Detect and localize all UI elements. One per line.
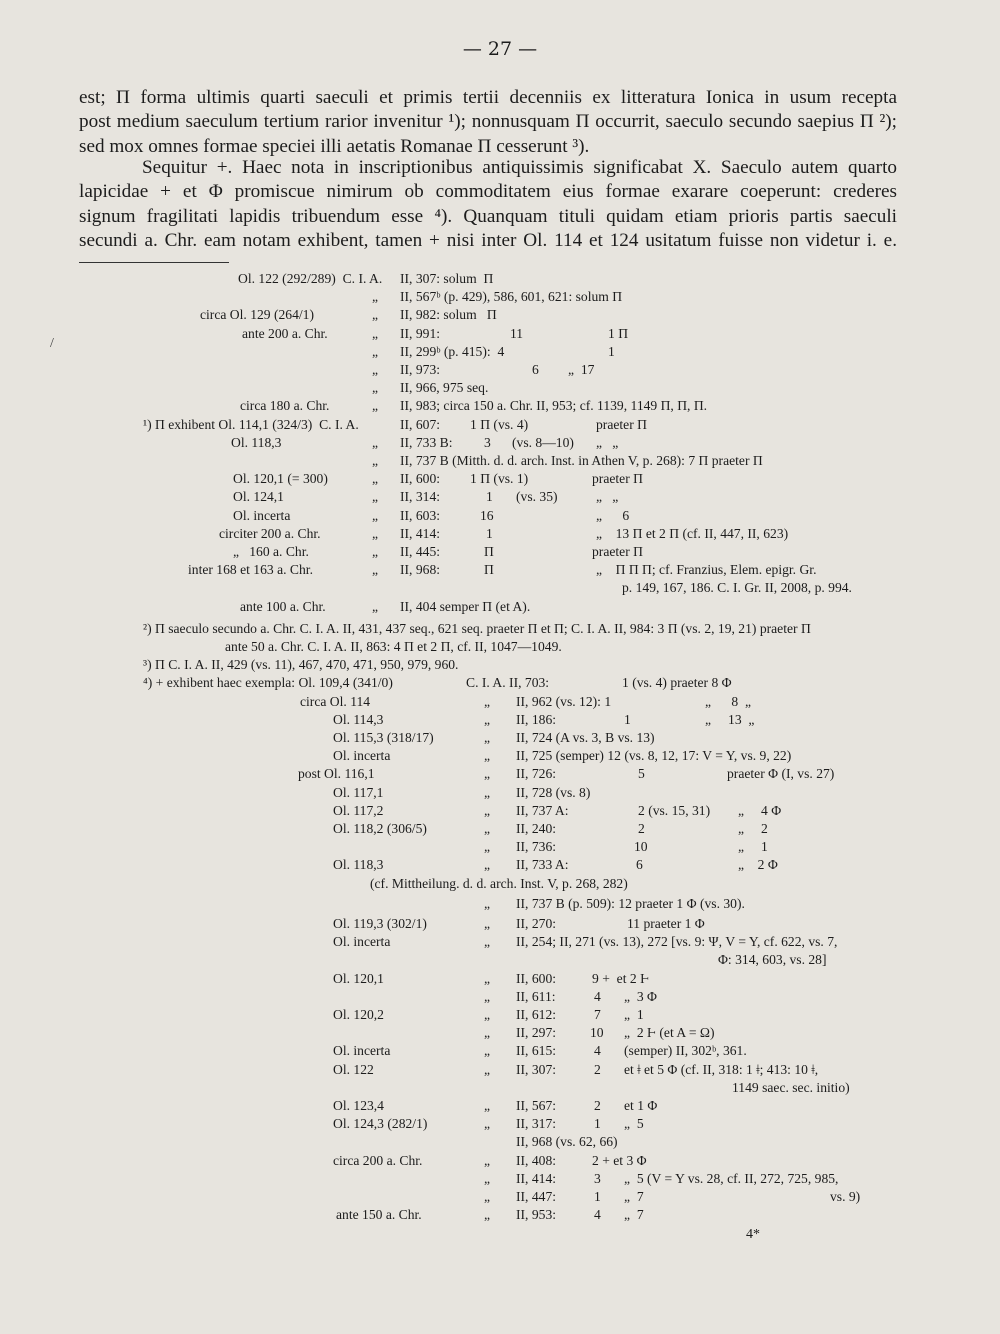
footnote-reference: „ 17 [568,362,595,377]
footnote-date: Ol. 120,1 (= 300) [233,471,328,487]
footnote-reference: II, 725 (semper) 12 (vs. 8, 12, 17: V = Y, vs. 9, 22) [516,748,792,764]
footnote-reference: II, 726: [516,766,557,782]
ditto-mark: „ [484,1170,491,1186]
footnote-reference: (semper) II, 302ᵇ, 361. [624,1043,747,1059]
footnote-reference: (vs. 8—10) [512,434,574,450]
footnote-reference: „ „ [596,489,619,505]
footnote-reference: „ 7 [624,1189,644,1204]
footnote-date: circa Ol. 114 [300,693,371,709]
footnote-reference: 2 [594,1061,601,1077]
footnote-reference: „ 2 Φ [738,857,778,873]
footnote-reference: II, 737 B (Mitth. d. d. arch. Inst. in Athen V, p. 268): 7 Π praeter Π [400,453,763,468]
ditto-mark: „ [484,711,491,727]
footnote-reference: 5 [638,766,645,782]
footnote-reference: 3 [484,434,491,450]
footnote-date: post Ol. 116,1 [298,766,375,782]
footnote-row [0,1188,1000,1206]
footnote-date: ante 50 a. Chr. C. I. A. II, 863: 4 Π et 2 Π, cf. II, 1047—1049. [225,639,562,654]
footnote-date: circiter 200 a. Chr. [219,525,321,541]
footnote-date: Ol. incerta [333,1043,391,1059]
footnote-row [0,598,1000,616]
paragraph-line: post medium saeculum tertium rarior invenitur ¹); nonnusquam Π occurrit, saeculo secundo saepius Π ²); [79,111,897,133]
footnote-date: ¹) Π exhibent Ol. 114,1 (324/3) C. I. A. [143,416,359,432]
ditto-mark: „ [372,325,379,341]
footnote-reference: „ 1 [738,839,768,855]
footnote-reference: 1 Π (vs. 4) [470,416,529,432]
ditto-mark: „ [484,802,491,818]
footnote-date: Ol. 122 [333,1061,374,1077]
footnote-reference: II, 240: [516,821,557,836]
ditto-mark: „ [372,307,379,323]
footnote-reference: 11 [510,325,524,341]
footnote-reference: 4 [594,1207,601,1223]
footnote-reference: II, 445: [400,544,441,559]
footnote-row [0,397,1000,415]
footnote-date: Ol. 120,1 [333,970,384,986]
footnote-reference: 4 [594,1043,601,1059]
footnote-row [0,1152,1000,1170]
footnote-reference: (vs. 35) [516,489,558,505]
footnote-reference: II, 317: [516,1116,557,1132]
footnote-reference: II, 270: [516,916,557,931]
footnote-reference: II, 567ᵇ (p. 429), 586, 601, 621: solum Π [400,289,623,305]
footnote-row [0,416,1000,434]
footnote-date: Ol. 117,2 [333,802,384,818]
footnote-reference: 1 [486,489,493,505]
ditto-mark: „ [372,598,379,614]
footnote-reference: praeter Φ (I, vs. 27) [727,766,835,782]
footnote-divider [79,262,229,263]
footnote-reference: II, 607: [400,416,441,432]
footnote-row [0,1170,1000,1188]
footnote-reference: Φ: 314, 603, vs. 28] [718,952,827,968]
footnote-row [0,1115,1000,1133]
ditto-mark: „ [484,1043,491,1059]
footnote-row [0,343,1000,361]
footnote-row [0,561,1000,579]
footnote-reference: praeter Π [592,471,643,487]
footnote-date: ³) Π C. I. A. II, 429 (vs. 11), 467, 470, 471, 950, 979, 960. [143,657,459,673]
paragraph-line: Sequitur +. Haec nota in inscriptionibus antiquissimis significabat X. Saeculo autem quarto [142,157,897,178]
footnote-reference: II, 733 A: [516,857,569,873]
ditto-mark: „ [372,398,379,414]
footnote-row [0,951,1000,969]
footnote-reference: II, 983; circa 150 a. Chr. II, 953; cf. 1139, 1149 Π, Π, Π. [400,398,708,414]
ditto-mark: „ [484,766,491,782]
footnote-reference: 2 [638,821,645,836]
paragraph-line: signum fragilitati lapidis tribuendum esse ⁴). Quanquam tituli quidam etiam prioris partis saeculi [79,205,897,227]
footnote-reference: II, 611: [516,988,556,1004]
footnote-reference: „ 2 [738,821,768,836]
footnote-reference: II, 728 (vs. 8) [516,784,591,800]
footnote-row [0,711,1000,729]
footnote-date: Ol. incerta [233,507,291,523]
footnote-reference: II, 414: [400,525,441,541]
ditto-mark: „ [484,934,491,950]
footnote-reference: II, 447: [516,1189,557,1204]
footnote-row [0,988,1000,1006]
paragraph-line: secundi a. Chr. eam notam exhibent, tamen + nisi inter Ol. 114 et 124 usitatum fuisse non videtur i. e. [79,229,897,251]
footnote-date: Ol. 118,3 [231,434,282,450]
footnote-reference: „ 13 „ [705,711,755,727]
footnote-reference: 2 [594,1098,601,1113]
footnote-reference: II, 615: [516,1043,557,1059]
footnote-reference: II, 953: [516,1207,557,1223]
footnote-reference: „ 3 Φ [624,988,657,1004]
signature-mark: 4* [746,1227,760,1242]
footnote-row [0,288,1000,306]
footnote-reference: „ 7 [624,1207,644,1223]
footnote-row [0,325,1000,343]
footnote-row [0,729,1000,747]
footnote-reference: II, 968: [400,562,441,578]
footnote-date: circa Ol. 129 (264/1) [200,307,315,323]
ditto-mark: „ [372,289,379,305]
footnote-reference: II, 724 (A vs. 3, B vs. 13) [516,730,655,745]
margin-mark: / [50,336,54,351]
footnote-reference: p. 149, 167, 186. C. I. Gr. II, 2008, p. 994. [622,580,852,596]
footnote-row [0,379,1000,397]
footnote-reference: II, 314: [400,489,441,505]
footnote-date: Ol. 114,3 [333,711,384,727]
footnote-row [0,674,1000,692]
footnote-row [0,620,1000,638]
ditto-mark: „ [372,380,379,396]
footnote-reference: 9 + et 2 Ⱶ [592,970,650,986]
footnote-reference: 10 [590,1025,604,1041]
footnote-row [0,1097,1000,1115]
footnote-reference: II, 307: solum Π [400,271,494,286]
ditto-mark: „ [372,507,379,523]
paragraph-line: est; Π forma ultimis quarti saeculi et primis tertii decenniis ex litteratura Ionica in usum recepta [79,87,897,108]
footnote-date: Ol. 118,2 (306/5) [333,821,427,836]
ditto-mark: „ [484,1025,491,1041]
footnote-date: inter 168 et 163 a. Chr. [188,562,313,578]
footnote-reference: 1 [624,711,631,727]
footnote-date: circa 180 a. Chr. [240,398,330,414]
footnote-row [0,579,1000,597]
ditto-mark: „ [484,748,491,764]
footnote-reference: 6 [636,857,643,873]
ditto-mark: „ [372,453,379,468]
footnote-row [0,434,1000,452]
footnote-reference: II, 408: [516,1152,557,1168]
ditto-mark: „ [484,970,491,986]
footnote-row [0,452,1000,470]
footnote-reference: 10 [634,839,648,855]
footnote-row [0,507,1000,525]
footnote-row [0,470,1000,488]
footnote-date: Ol. 124,3 (282/1) [333,1116,428,1132]
footnote-reference: II, 603: [400,507,441,523]
footnote-row [0,656,1000,674]
footnote-reference: II, 968 (vs. 62, 66) [516,1134,618,1150]
footnote-date: Ol. incerta [333,748,391,764]
footnote-reference: 1 Π (vs. 1) [470,471,529,487]
footnote-reference: 11 praeter 1 Φ [627,916,705,931]
ditto-mark: „ [484,1098,491,1113]
footnote-row [0,765,1000,783]
footnote-date: (cf. Mittheilung. d. d. arch. Inst. V, p. 268, 282) [370,875,628,891]
footnote-row [0,488,1000,506]
ditto-mark: „ [484,1152,491,1168]
footnote-row [0,1006,1000,1024]
footnote-reference: praeter Π [592,544,643,559]
footnote-date: ante 100 a. Chr. [240,598,326,614]
footnote-row [0,543,1000,561]
ditto-mark: „ [372,562,379,578]
main-paragraph-2 [79,156,897,253]
ditto-mark: „ [484,693,491,709]
footnote-row [0,1042,1000,1060]
ditto-mark: „ [484,895,491,911]
ditto-mark: „ [484,988,491,1004]
page-number: — 27 — [462,38,538,60]
footnote-reference: II, 737 A: [516,802,569,818]
footnote-reference: 1 Π [608,325,629,341]
footnote-reference: „ 6 [596,507,630,523]
footnote-reference: 1 [608,343,615,359]
ditto-mark: „ [484,1189,491,1204]
footnote-date: ante 150 a. Chr. [336,1207,422,1223]
footnote-row [0,856,1000,874]
footnote-row [0,895,1000,913]
footnote-row [0,638,1000,656]
footnote-reference: C. I. A. II, 703: [466,675,550,691]
footnote-reference: „ Π Π Π; cf. Franzius, Elem. epigr. Gr. [596,562,817,578]
ditto-mark: „ [372,489,379,505]
footnote-row [0,306,1000,324]
ditto-mark: „ [372,343,379,359]
footnote-reference: 4 [594,988,601,1004]
footnote-reference: II, 991: [400,325,441,341]
footnote-row [0,838,1000,856]
footnote-reference: 3 [594,1170,601,1186]
footnote-row [0,1133,1000,1151]
footnote-reference: II, 567: [516,1098,557,1113]
ditto-mark: „ [372,434,379,450]
footnote-reference: Π [484,544,494,559]
ditto-mark: „ [372,544,379,559]
footnote-row [0,970,1000,988]
ditto-mark: „ [484,1207,491,1223]
footnote-reference: 1 (vs. 4) praeter 8 Φ [622,675,732,691]
footnote-reference: 6 [532,362,539,377]
ditto-mark: „ [484,839,491,855]
footnote-reference: II, 733 B: [400,434,453,450]
footnote-reference: II, 414: [516,1170,557,1186]
ditto-mark: „ [484,1116,491,1132]
ditto-mark: „ [484,1007,491,1022]
footnote-row [0,875,1000,893]
footnote-date: Ol. 115,3 (318/17) [333,730,434,745]
footnote-row [0,270,1000,288]
footnote-reference: vs. 9) [830,1189,861,1204]
footnote-reference: Π [484,562,494,578]
footnote-reference: „ 13 Π et 2 Π (cf. II, 447, II, 623) [596,525,789,541]
footnote-date: Ol. 124,1 [233,489,284,505]
footnote-reference: „ 5 (V = Y vs. 28, cf. II, 272, 725, 985, [624,1170,839,1186]
footnote-row [0,1024,1000,1042]
footnote-row [0,820,1000,838]
footnote-reference: II, 736: [516,839,557,855]
footnote-reference: et 1 Φ [624,1098,658,1113]
ditto-mark: „ [484,916,491,931]
footnote-reference: II, 612: [516,1007,557,1022]
footnote-reference: II, 600: [400,471,441,487]
footnote-reference: „ 1 [624,1007,644,1022]
footnote-date: Ol. 119,3 (302/1) [333,916,427,931]
paragraph-line: lapicidae + et Φ promiscue nimirum ob commoditatem eius formae exarare coeperunt: crederes [79,181,897,203]
footnote-reference: II, 962 (vs. 12): 1 [516,693,612,709]
footnote-date: Ol. incerta [333,934,391,950]
ditto-mark: „ [484,730,491,745]
footnote-reference: II, 307: [516,1061,557,1077]
footnote-reference: 2 + et 3 Φ [592,1152,647,1168]
footnote-reference: „ 5 [624,1116,644,1132]
footnote-reference: 2 (vs. 15, 31) [638,802,711,818]
footnote-reference: 1149 saec. sec. initio) [732,1079,850,1095]
footnote-date: „ 160 a. Chr. [233,544,309,559]
footnote-reference: II, 186: [516,711,557,727]
footnote-row [0,747,1000,765]
footnote-reference: 1 [594,1189,601,1204]
footnote-reference: II, 966, 975 seq. [400,380,489,396]
footnote-reference: II, 254; II, 271 (vs. 13), 272 [vs. 9: Ψ, V = Y, cf. 622, vs. 7, [516,934,838,950]
footnote-reference: 7 [594,1007,601,1022]
footnote-row [0,525,1000,543]
footnote-reference: 1 [486,525,493,541]
footnote-reference: II, 600: [516,970,557,986]
footnote-row [0,1061,1000,1079]
footnote-row [0,1206,1000,1224]
footnote-reference: „ „ [596,434,619,450]
footnote-reference: praeter Π [596,416,647,432]
footnote-reference: 16 [480,507,494,523]
ditto-mark: „ [372,525,379,541]
footnote-reference: II, 299ᵇ (p. 415): 4 [400,343,505,359]
ditto-mark: „ [484,857,491,873]
footnote-row [0,802,1000,820]
footnote-reference: „ 2 Ⱶ (et A = Ω) [624,1025,715,1041]
footnote-reference: et ǂ et 5 Φ (cf. II, 318: 1 ǂ; 413: 10 ǂ, [624,1061,819,1077]
footnote-date: ²) Π saeculo secundo a. Chr. C. I. A. II, 431, 437 seq., 621 seq. praeter Π et Π; C. I. A. II, 984: 3 Π (vs. 2, 19, 21) praeter Π [143,620,811,636]
footnote-reference: „ 4 Φ [738,802,782,818]
ditto-mark: „ [484,1061,491,1077]
paragraph-line: sed mox omnes formae speciei illi aetatis Romanae Π cesserunt ³). [79,135,590,157]
footnote-date: Ol. 122 (292/289) C. I. A. [238,271,383,286]
footnote-reference: II, 297: [516,1025,557,1041]
footnote-reference: II, 404 semper Π (et A). [400,598,531,614]
ditto-mark: „ [372,362,379,377]
footnote-reference: „ 8 „ [705,693,752,709]
ditto-mark: „ [484,784,491,800]
footnote-row [0,933,1000,951]
ditto-mark: „ [372,471,379,487]
footnote-reference: II, 973: [400,362,441,377]
footnote-date: Ol. 123,4 [333,1098,384,1113]
footnote-row [0,784,1000,802]
footnote-date: Ol. 120,2 [333,1007,384,1022]
footnote-row [0,1079,1000,1097]
main-paragraph-1 [79,86,897,159]
footnote-row [0,361,1000,379]
footnote-date: circa 200 a. Chr. [333,1152,423,1168]
footnote-row [0,693,1000,711]
footnote-reference: 1 [594,1116,601,1132]
footnote-reference: II, 737 B (p. 509): 12 praeter 1 Φ (vs. 30). [516,895,745,911]
footnote-date: Ol. 118,3 [333,857,384,873]
footnote-reference: II, 982: solum Π [400,307,497,323]
footnote-date: ⁴) + exhibent haec exempla: Ol. 109,4 (341/0) [143,675,393,691]
footnote-date: ante 200 a. Chr. [242,325,328,341]
ditto-mark: „ [484,821,491,836]
footnote-date: Ol. 117,1 [333,784,384,800]
footnote-row [0,915,1000,933]
